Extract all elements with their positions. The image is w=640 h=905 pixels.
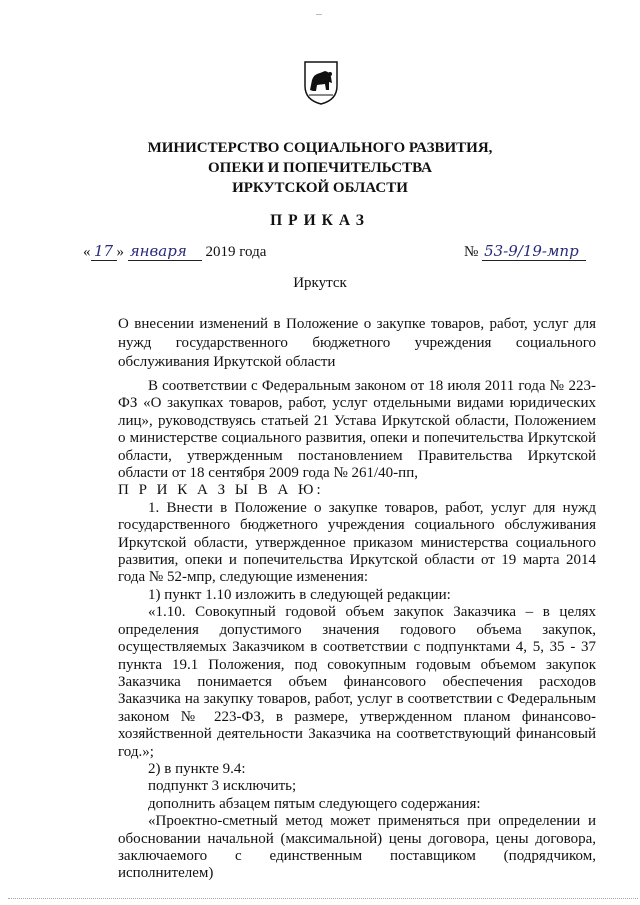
document-subject: О внесении изменений в Положение о закупке товаров, работ, услуг для нужд государственного бюджетного учреждения социального обслуживания Иркутской области	[118, 316, 596, 370]
irkutsk-coat-of-arms-icon	[303, 60, 339, 106]
date-month: января	[128, 242, 202, 261]
date-day: 17	[91, 242, 117, 261]
page-edge	[8, 898, 638, 900]
number-value: 53-9/19-мпр	[482, 242, 586, 261]
quote-1-10: «1.10. Совокупный годовой объем закупок Заказчика – в целях определения допустимого значения годового объема закупок, осуществляемых Заказчиком в соответствии с подпунктами 4, 5, 35 - 37 пункта 19.1 Положения, под совокупным годовым объемом закупок Заказчика понимается объем финансового обеспечения расходов Заказчика на закупку товаров, работ, услуг в соответствии с Федеральным законом № 223-ФЗ, в размере, утвержденном планом финансово-хозяйственной деятельности Заказчика на соответствующий финансовый год.»;	[118, 604, 596, 760]
sub-item-2a: подпункт 3 исключить;	[148, 778, 297, 795]
document-number	[464, 242, 586, 261]
document-body	[118, 378, 596, 883]
scan-mark	[316, 14, 322, 15]
quote-design-method: «Проектно-сметный метод может применяться при определении и обосновании начальной (максимальной) цены договора, цены договора, заключаемого с единственным поставщиком (подрядчиком, исполнителем)	[118, 813, 596, 882]
order-word: П Р И К А З Ы В А Ю:	[118, 482, 324, 499]
date-open-quote: «	[83, 244, 91, 260]
document-date	[83, 242, 266, 261]
sub-item-2: 2) в пункте 9.4:	[148, 760, 246, 777]
number-prefix: №	[464, 244, 479, 260]
document-type: ПРИКАЗ	[270, 212, 370, 229]
ministry-line-1: МИНИСТЕРСТВО СОЦИАЛЬНОГО РАЗВИТИЯ,	[147, 140, 493, 156]
sub-item-2b: дополнить абзацем пятым следующего содержания:	[148, 795, 481, 812]
date-year: 2019 года	[205, 244, 267, 260]
ministry-line-3: ИРКУТСКОЙ ОБЛАСТИ	[232, 180, 408, 196]
city: Иркутск	[293, 275, 347, 291]
preamble: В соответствии с Федеральным законом от 18 июля 2011 года № 223-ФЗ «О закупках товаров, работ, услуг отдельными видами юридических лиц», руководствуясь статьей 21 Устава Иркутской области, Положением о министерстве социального развития, опеки и попечительства Иркутской области, утвержденным постановлением Правительства Иркутской области от 18 сентября 2009 года № 261/40-пп,	[118, 378, 596, 482]
ministry-line-2: ОПЕКИ И ПОПЕЧИТЕЛЬСТВА	[208, 160, 432, 176]
sub-item-1: 1) пункт 1.10 изложить в следующей редакции:	[148, 586, 451, 603]
ministry-name	[0, 138, 640, 198]
date-close-quote: »	[116, 244, 124, 260]
item-1: 1. Внести в Положение о закупке товаров, работ, услуг для нужд государственного бюджетного учреждения социального обслуживания Иркутской области, утвержденное приказом министерства социального развития, опеки и попечительства Иркутской области от 19 марта 2014 года № 52-мпр, следующие изменения:	[118, 499, 596, 586]
